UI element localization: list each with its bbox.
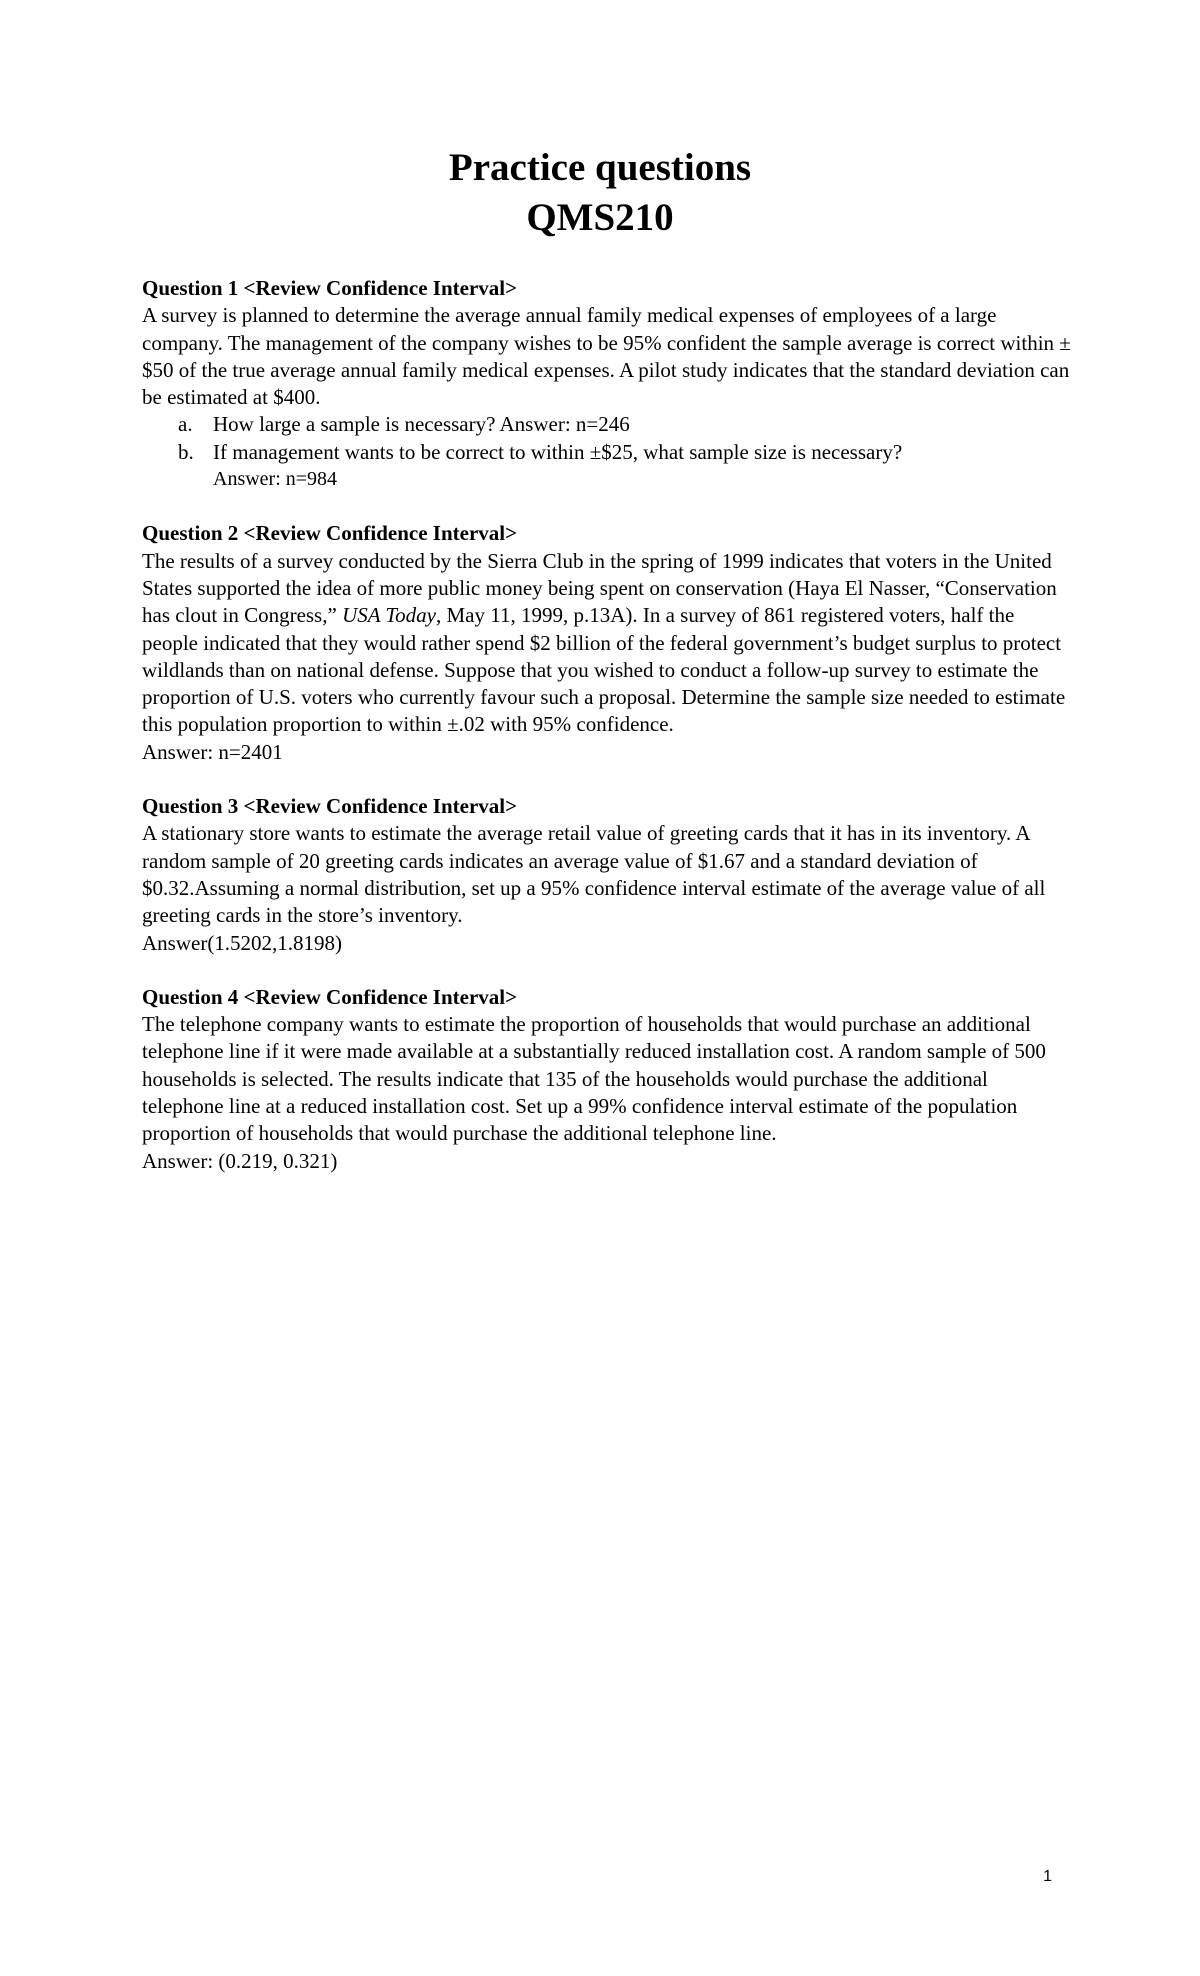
part-b-marker: b. [178,439,194,464]
question-1-part-a [142,411,1072,438]
question-2-body-italic: USA Today [342,603,436,628]
question-3-answer: Answer(1.5202,1.8198) [142,930,343,955]
question-4 [142,984,1072,1175]
questions-content [142,275,1072,1202]
question-2-body-start: The results of a survey conducted by the Sierra Club in the spring of 1999 indicates that voters in the United States supported the idea of more public money being spent on conservation (Haya El Nasser, “Conservation has clout in Congress,” [142,548,1057,628]
question-2 [142,520,1072,766]
question-4-answer: Answer: (0.219, 0.321) [142,1148,338,1173]
question-2-answer: Answer: n=2401 [142,739,283,764]
question-2-heading: Question 2 <Review Confidence Interval> [142,521,518,546]
question-1-part-b-answer: Answer: n=984 [213,468,338,491]
page-number: 1 [1043,1868,1052,1885]
part-b-text: If management wants to be correct to within ±$25, what sample size is necessary? [213,439,903,464]
document-title: Practice questions [448,146,752,189]
question-1-parts [142,411,1072,466]
question-1-part-b [142,439,1072,466]
question-1 [142,275,1072,493]
question-1-body: A survey is planned to determine the average annual family medical expenses of employees of a large company. The management of the company wishes to be 95% confident the sample average is correct within ±$50 of the true average annual family medical expenses. A pilot study indicates that the standard deviation can be estimated at $400. [142,303,1071,410]
question-4-body: The telephone company wants to estimate the proportion of households that would purchase an additional telephone line if it were made available at a substantially reduced installation cost. A random sample of 500 households is selected. The results indicate that 135 of the households would purchase the additional telephone line at a reduced installation cost. Set up a 99% confidence interval estimate of the population proportion of households that would purchase the additional telephone line. [142,1012,1046,1146]
question-3-heading: Question 3 <Review Confidence Interval> [142,794,518,819]
question-2-body-end: , May 11, 1999, p.13A). In a survey of 861 registered voters, half the people indicated that they would rather spend $2 billion of the federal government’s budget surplus to protect wildlands than on national defense. Suppose that you wished to conduct a follow-up survey to estimate the proportion of U.S. voters who currently favour such a proposal. Determine the sample size needed to estimate this population proportion to within ±.02 with 95% confidence. [142,603,1066,737]
part-a-marker: a. [178,412,193,437]
question-3 [142,793,1072,957]
course-code: QMS210 [526,196,674,239]
question-1-heading: Question 1 <Review Confidence Interval> [142,276,518,300]
part-a-text: How large a sample is necessary? Answer: n=246 [213,412,630,437]
question-2-body [142,548,1072,739]
question-3-body: A stationary store wants to estimate the average retail value of greeting cards that it has in its inventory. A random sample of 20 greeting cards indicates an average value of $1.67 and a standard deviation of $0.32.Assuming a normal distribution, set up a 95% confidence interval estimate of the average value of all greeting cards in the store’s inventory. [142,821,1046,928]
title-block [0,143,1200,243]
question-4-heading: Question 4 <Review Confidence Interval> [142,984,518,1009]
